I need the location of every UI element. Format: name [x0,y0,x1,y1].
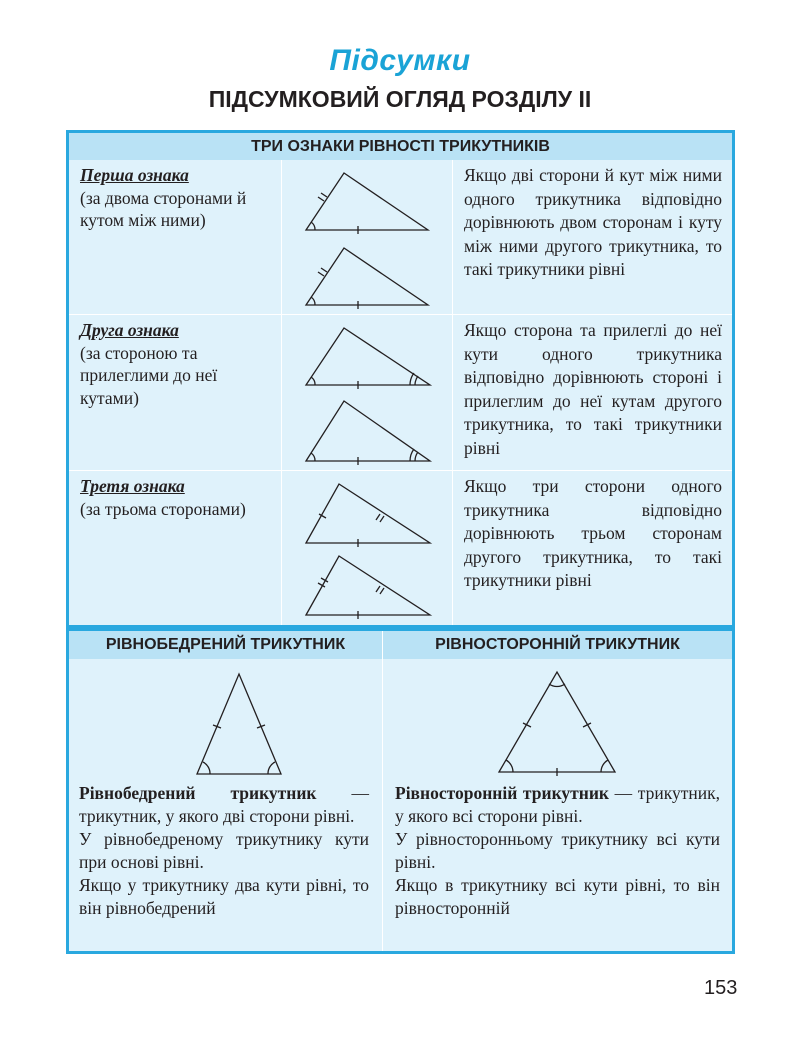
equilateral-test: Якщо в трикутнику всі кути рівні, то він рівносторонній [395,875,720,918]
criteria-table [66,130,735,628]
equilateral-triangle [499,672,615,776]
equilateral-property: У рівносторонньому трикутнику всі кути рівні. [395,829,720,872]
criterion-2-name: Друга ознака [80,320,179,340]
isosceles-term: Рівнобедрений трикутник [79,783,317,803]
criterion-1-text: Якщо дві сторони й кут між ними одного трикутника відповідно дорівнюють двом сторонам і куту між ними другого трикутника, то такі трикутники рівні [464,165,722,279]
criterion-1-name: Перша ознака [80,165,189,185]
isosceles-text [79,782,369,920]
criterion-2-note: (за стороною та прилеглими до неї кутами) [80,342,218,408]
triangle-asa-2 [306,401,430,465]
triangle-sas-2 [306,248,428,309]
triangle-sas-1 [306,173,428,234]
triangle-sss-2 [306,556,430,619]
equilateral-term: Рівносторонній трикутник [395,783,609,803]
isosceles-property: У рівнобедреному трикутнику кути при основі рівні. [79,829,369,872]
isosceles-triangle [197,674,281,774]
criterion-2-text: Якщо сторона та прилеглі до неї кути одного трикутника відповідно дорівнюють стороні і прилеглим до неї кутам другого трикутника, то такі трикутники рівні [464,320,722,458]
page-number: 153 [704,977,738,999]
criterion-3-name: Третя ознака [80,476,185,496]
triangle-asa-1 [306,328,430,389]
isosceles-definition: — трикутник, у якого дві сторони рівні. [79,783,369,826]
equilateral-text [395,782,720,920]
isosceles-test: Якщо у трикутнику два кути рівні, то він рівнобедрений [79,875,369,918]
triangle-sss-1 [306,484,430,547]
criterion-3-note: (за трьома сторонами) [80,498,246,519]
triangle-types-table [66,628,735,954]
criteria-figures [69,133,732,625]
criteria-header: ТРИ ОЗНАКИ РІВНОСТІ ТРИКУТНИКІВ [69,133,732,160]
equilateral-definition: — трикутник, у якого всі сторони рівні. [395,783,720,826]
isosceles-header: РІВНОБЕДРЕНИЙ ТРИКУТНИК [69,631,382,659]
equilateral-header: РІВНОСТОРОННІЙ ТРИКУТНИК [383,631,732,659]
section-subtitle: ПІДСУМКОВИЙ ОГЛЯД РОЗДІЛУ II [208,86,592,112]
criterion-3-text: Якщо три сторони одного трикутника відповідно дорівнюють трьом сторонам другого трикутника, то такі трикутники рівні [464,476,722,590]
criterion-1-note: (за двома сторонами й кутом між ними) [80,187,247,230]
page-title: Підсумки [329,44,471,77]
